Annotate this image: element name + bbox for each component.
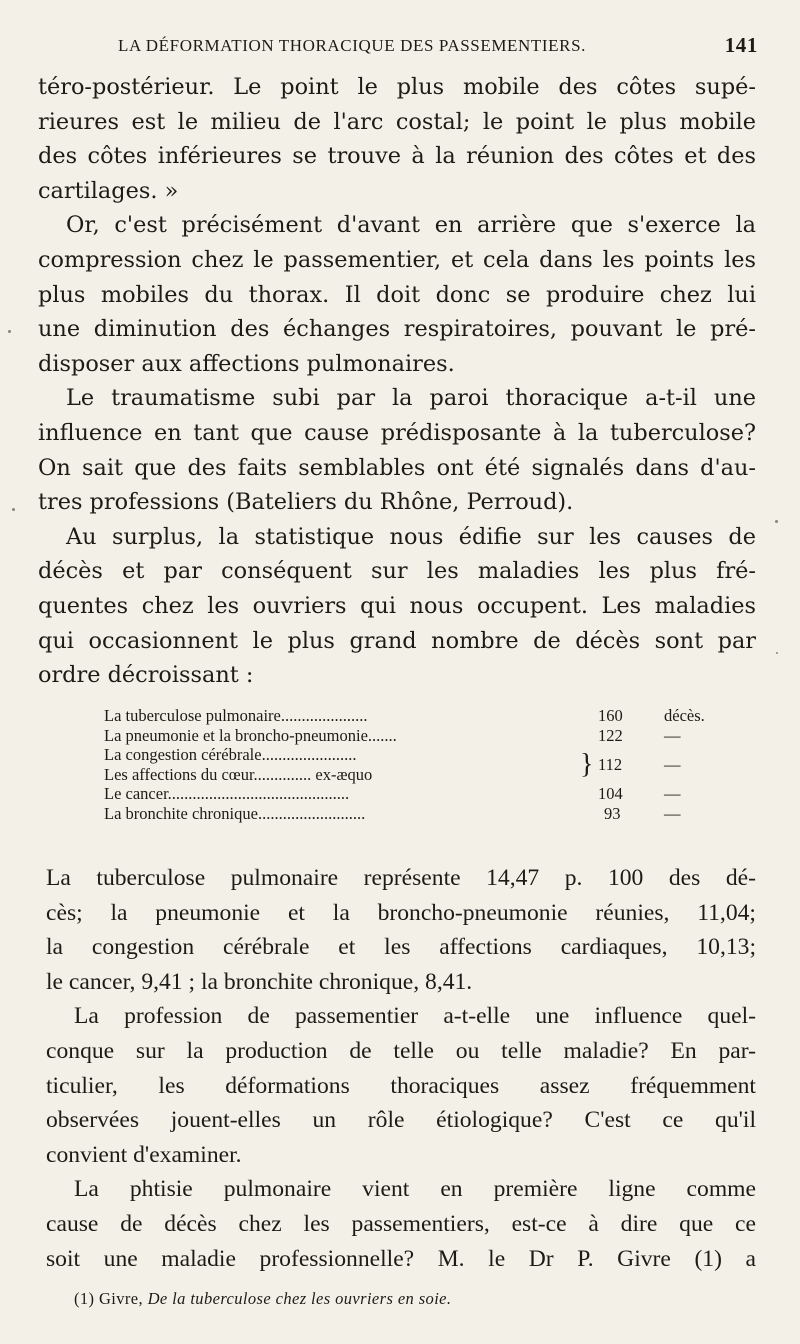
table-row-value: 112 xyxy=(598,755,623,775)
table-row-label: La tuberculose pulmonaire..................... xyxy=(104,706,368,725)
text-line: On sait que des faits semblables ont été signalés dans d'au- xyxy=(38,454,756,481)
table-row-label: La pneumonie et la broncho-pneumonie....... xyxy=(104,725,397,745)
text-line: cartilages. » xyxy=(38,177,179,204)
text-line: conque sur la production de telle ou telle maladie? En par- xyxy=(46,1037,756,1064)
body-text-bottom xyxy=(46,861,756,1276)
text-line: La tuberculose pulmonaire représente 14,47 p. 100 des dé- xyxy=(46,865,756,891)
mortality-table xyxy=(104,706,714,824)
paper-speck xyxy=(776,652,778,654)
text-line: tres professions (Bateliers du Rhône, Perroud). xyxy=(38,489,574,516)
table-row-label: La bronchite chronique.......................... xyxy=(104,803,366,823)
text-line: Le traumatisme subi par la paroi thoracique a-t-il une xyxy=(66,385,756,412)
text-line: téro-postérieur. Le point le plus mobile des côtes supé- xyxy=(38,74,756,100)
paper-speck xyxy=(8,330,11,333)
text-line: une diminution des échanges respiratoires, pouvant le pré- xyxy=(38,316,756,343)
running-title: LA DÉFORMATION THORACIQUE DES PASSEMENTIERS. xyxy=(118,36,586,55)
footnote-text: De la tuberculose chez les ouvriers en soie. xyxy=(147,1289,452,1308)
table-row-value: 104 xyxy=(598,784,623,804)
table-row-unit: — xyxy=(664,803,681,823)
footnote-marker: (1) Givre, xyxy=(74,1289,144,1308)
text-line: plus mobiles du thorax. Il doit donc se produire chez lui xyxy=(38,281,756,308)
text-line: ticulier, les déformations thoraciques assez fréquemment xyxy=(46,1072,756,1099)
text-line: la congestion cérébrale et les affections cardiaques, 10,13; xyxy=(46,934,756,961)
table-row-label: Le cancer............................................ xyxy=(104,784,350,804)
text-line: disposer aux affections pulmonaires. xyxy=(38,350,455,377)
text-line: qui occasionnent le plus grand nombre de décès sont par xyxy=(38,627,756,654)
table-row-unit: — xyxy=(664,725,681,745)
text-line: rieures est le milieu de l'arc costal; le point le plus mobile xyxy=(38,108,756,135)
text-line: Au surplus, la statistique nous édifie sur les causes de xyxy=(66,523,756,550)
text-line: cès; la pneumonie et la broncho-pneumonie réunies, 11,04; xyxy=(46,899,756,926)
table-row xyxy=(104,765,714,785)
table-row-unit: — xyxy=(664,755,681,775)
text-line: observées jouent-elles un rôle étiologique? C'est ce qu'il xyxy=(46,1107,756,1134)
footnote xyxy=(74,1289,451,1309)
table-row-value: 122 xyxy=(598,725,623,745)
text-line: des côtes inférieures se trouve à la réunion des côtes et des xyxy=(38,143,756,170)
text-line: convient d'examiner. xyxy=(46,1141,242,1168)
text-line: cause de décès chez les passementiers, est-ce à dire que ce xyxy=(46,1210,756,1237)
paper-speck xyxy=(12,508,15,511)
table-row-label: Les affections du cœur.............. ex-æquo xyxy=(104,764,373,784)
text-line: La profession de passementier a-t-elle une influence quel- xyxy=(74,1003,756,1030)
paper-speck xyxy=(775,520,778,523)
text-line: quentes chez les ouvriers qui nous occupent. Les maladies xyxy=(38,592,756,619)
text-line: ordre décroissant : xyxy=(38,662,254,689)
page-number: 141 xyxy=(724,33,758,57)
brace-glyph: } xyxy=(580,749,594,781)
table-row xyxy=(104,804,714,824)
table-row xyxy=(104,706,714,726)
table-row-unit: — xyxy=(664,784,681,804)
text-line: compression chez le passementier, et cela dans les points les xyxy=(38,246,756,273)
text-line: le cancer, 9,41 ; la bronchite chronique, 8,41. xyxy=(46,968,473,995)
text-line: décès et par conséquent sur les maladies les plus fré- xyxy=(38,558,756,585)
table-row-unit: décès. xyxy=(664,706,705,725)
table-row xyxy=(104,726,714,746)
running-header xyxy=(118,33,758,60)
text-line: La phtisie pulmonaire vient en première ligne comme xyxy=(74,1176,756,1203)
text-line: Or, c'est précisément d'avant en arrière que s'exerce la xyxy=(66,212,756,239)
table-row xyxy=(104,784,714,804)
body-text-top xyxy=(38,70,756,693)
text-line: influence en tant que cause prédisposante à la tuberculose? xyxy=(38,419,756,446)
text-line: soit une maladie professionnelle? M. le Dr P. Givre (1) a xyxy=(46,1245,756,1272)
table-row-value: 160 xyxy=(598,706,623,725)
table-row-label: La congestion cérébrale....................... xyxy=(104,745,357,765)
table-row-value: 93 xyxy=(604,803,621,823)
